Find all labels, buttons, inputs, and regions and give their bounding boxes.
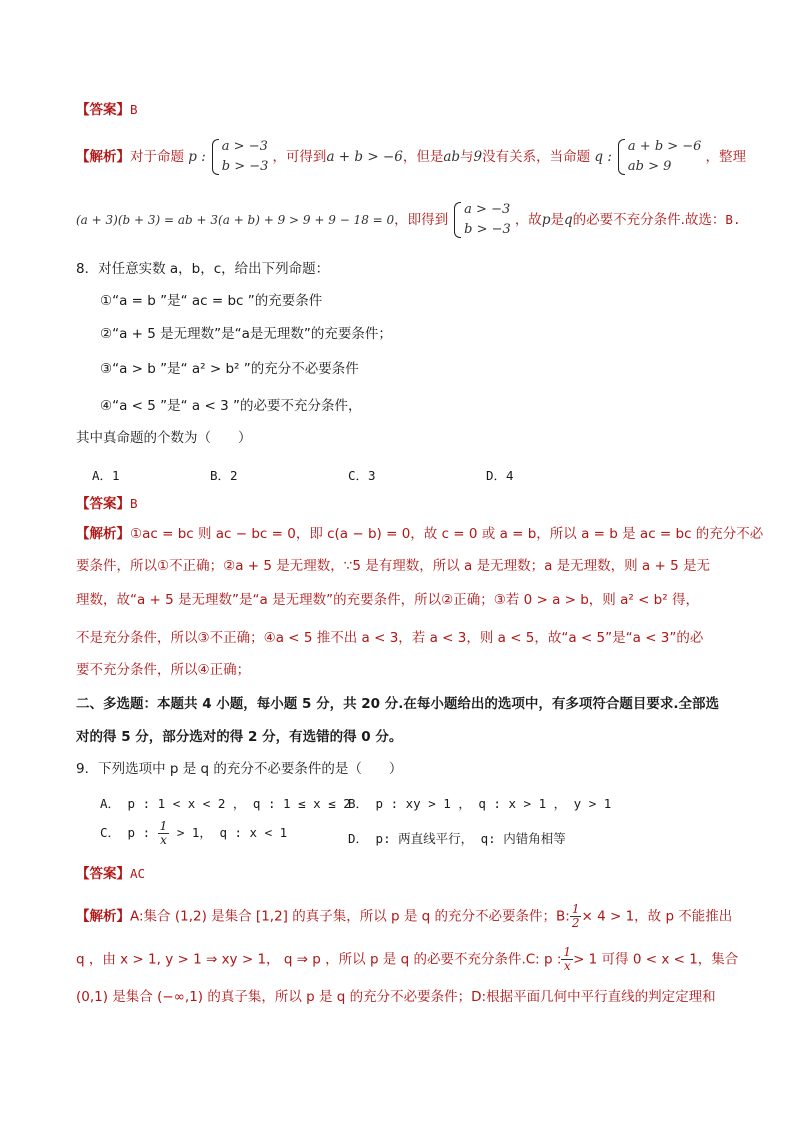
fraction	[158, 820, 170, 847]
answer-tag: 【答案】	[76, 102, 130, 118]
system-q	[616, 137, 702, 177]
fraction-denominator: x	[160, 833, 167, 847]
q8-stem: 8．对任意实数 a，b，c，给出下列命题：	[76, 261, 330, 277]
analysis-text: q ，由 x > 1, y > 1 ⇒ xy > 1， q ⇒ p ，所以 p 是 q 的必要不充分条件.C: p :	[76, 951, 562, 968]
answer-value: AC	[130, 866, 146, 881]
q9-analysis-line1	[76, 902, 733, 930]
analysis-text: 对于命题	[130, 149, 184, 165]
q9-option-d: D． p: 两直线平行， q: 内错角相等	[348, 831, 566, 846]
analysis-text: × 4 > 1，故 p 不能推出	[581, 908, 733, 925]
analysis-text: ，但是	[402, 149, 444, 165]
math-p: p :	[188, 149, 206, 165]
q8-item-3: ③“a > b ”是“ a² > b² ”的充分不必要条件	[100, 361, 359, 377]
fraction	[561, 946, 573, 973]
math-expr: a + b > −6	[326, 149, 403, 165]
analysis-tag: 【解析】	[76, 149, 130, 165]
q8-analysis-line2: 要条件，所以①不正确；②a + 5 是无理数，∵5 是有理数，所以 a 是无理数；a 是无理数，则 a + 5 是无	[76, 558, 710, 574]
q8-option-c: C．3	[348, 468, 376, 483]
q9-option-b: B． p : xy > 1 ， q : x > 1 ， y > 1	[348, 796, 612, 811]
q8-analysis-line4: 不是充分条件，所以③不正确；④a < 5 推不出 a < 3，若 a < 3，则 a < 5，故“a < 5”是“a < 3”的必	[76, 630, 704, 646]
analysis-text: 没有关系，当命题	[482, 149, 591, 165]
section-heading-line1: 二、多选题：本题共 4 小题，每小题 5 分，共 20 分.在每小题给出的选项中，有多项符合题目要求.全部选	[76, 696, 720, 712]
analysis-text: 的必要不充分条件.故选：	[572, 212, 726, 228]
q8-analysis-line5: 要不充分条件，所以④正确；	[76, 662, 251, 678]
system-p	[210, 137, 269, 177]
q9-answer-line	[76, 868, 718, 882]
q9-analysis-line3: (0,1) 是集合 (−∞,1) 的真子集，所以 p 是 q 的充分不必要条件；D:根据平面几何中平行直线的判定定理和	[76, 989, 716, 1005]
q8-question: 其中真命题的个数为（ ）	[76, 430, 252, 446]
math-q: q :	[594, 149, 612, 165]
q7-analysis-line1	[76, 137, 746, 177]
analysis-text: ，可得到	[272, 149, 327, 165]
q8-item-4: ④“a < 5 ”是“ a < 3 ”的必要不充分条件，	[100, 398, 362, 414]
q8-option-a: A．1	[92, 468, 120, 483]
q9-option-a: A． p : 1 < x < 2 ， q : 1 ≤ x ≤ 2	[100, 796, 351, 811]
system-row: a > −3	[464, 202, 511, 217]
math-9: 9	[473, 149, 483, 165]
analysis-tag: 【解析】	[76, 526, 130, 542]
system-row: b > −3	[221, 159, 269, 174]
q8-option-d: D．4	[486, 468, 514, 483]
fraction-denominator: 2	[571, 916, 580, 930]
math-q: q	[563, 212, 573, 228]
fraction-denominator: x	[563, 959, 571, 973]
q7-analysis-line2	[76, 200, 741, 240]
option-text: > 1， q : x < 1	[176, 825, 288, 840]
analysis-text: ，故	[514, 212, 542, 228]
analysis-text: 是	[550, 212, 564, 228]
system-row: a + b > −6	[627, 139, 702, 154]
system-r	[452, 200, 511, 240]
fraction-numerator: 1	[571, 902, 580, 916]
analysis-text: > 1 可得 0 < x < 1，集合	[573, 951, 739, 968]
fraction-numerator: 1	[563, 945, 572, 959]
q8-analysis-line1	[76, 526, 764, 542]
analysis-text: ，即得到	[394, 212, 449, 228]
answer-value: B	[130, 496, 138, 511]
analysis-tag: 【解析】	[76, 908, 130, 925]
q9-stem: 9．下列选项中 p 是 q 的充分不必要条件的是（ ）	[76, 761, 403, 777]
q7-answer-line	[76, 104, 718, 118]
answer-tag: 【答案】	[76, 866, 130, 882]
fraction-numerator: 1	[159, 819, 168, 833]
answer-tag: 【答案】	[76, 496, 130, 512]
q9-option-c	[100, 820, 287, 847]
analysis-text: A:集合 (1,2) 是集合 [1,2] 的真子集，所以 p 是 q 的充分不必要条件；B:	[130, 908, 570, 925]
q8-answer-line	[76, 498, 718, 512]
q8-item-2: ②“a + 5 是无理数”是“a是无理数”的充要条件；	[100, 326, 392, 342]
analysis-text: ①ac = bc 则 ac − bc = 0，即 c(a − b) = 0，故 c = 0 或 a = b，所以 a = b 是 ac = bc 的充分不必	[130, 526, 764, 542]
math-p: p	[541, 212, 551, 228]
answer-value: B.	[725, 212, 741, 227]
q8-option-b: B．2	[210, 468, 238, 483]
system-row: a > −3	[221, 139, 268, 154]
system-row: ab > 9	[627, 159, 672, 174]
system-row: b > −3	[464, 222, 511, 237]
fraction	[570, 903, 582, 930]
section-heading-line2: 对的得 5 分，部分选对的得 2 分，有选错的得 0 分。	[76, 729, 403, 745]
math-ab: ab	[443, 149, 461, 165]
math-expr: (a + 3)(b + 3) = ab + 3(a + b) + 9 > 9 + 9 − 18 = 0	[76, 213, 395, 227]
q8-item-1: ①“a = b ”是“ ac = bc ”的充要条件	[100, 293, 323, 309]
q8-analysis-line3: 理数，故“a + 5 是无理数”是“a 是无理数”的充要条件，所以②正确；③若 0 > a > b，则 a² < b² 得，	[76, 592, 699, 608]
answer-value: B	[130, 102, 138, 117]
analysis-text: ，整理	[705, 149, 746, 165]
q9-analysis-line2	[76, 945, 739, 973]
option-label: C． p :	[100, 825, 151, 840]
analysis-text: 与	[460, 149, 474, 165]
